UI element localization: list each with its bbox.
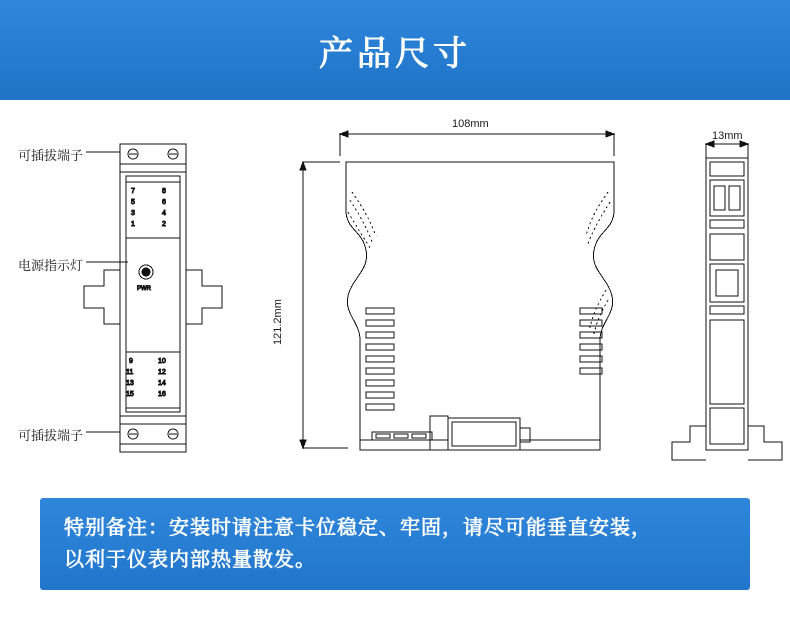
svg-text:16: 16: [158, 391, 166, 398]
note-line-1: 特别备注：安装时请注意卡位稳定、牢固，请尽可能垂直安装，: [64, 517, 652, 539]
drawing-svg: [0, 100, 790, 480]
dim-height-label: 121.2mm: [272, 299, 284, 345]
note-line-2: 以利于仪表内部热量散发。: [64, 549, 316, 571]
svg-text:PWR: PWR: [137, 286, 151, 292]
note-text: [64, 512, 736, 576]
svg-text:5: 5: [131, 199, 135, 206]
page-banner: [0, 0, 790, 100]
dim-depth-label: 13mm: [712, 130, 743, 142]
label-top-terminal: 可插拔端子: [18, 148, 84, 163]
label-bottom-terminal: 可插拔端子: [18, 428, 84, 443]
svg-text:14: 14: [158, 380, 166, 387]
label-power-led: 电源指示灯: [18, 258, 84, 273]
dim-width-label: 108mm: [452, 118, 489, 130]
svg-text:6: 6: [162, 199, 166, 206]
page-title: 产品尺寸: [319, 35, 471, 73]
svg-text:3: 3: [131, 210, 135, 217]
svg-text:4: 4: [162, 210, 166, 217]
svg-text:12: 12: [158, 369, 166, 376]
svg-text:7: 7: [131, 188, 135, 195]
svg-text:10: 10: [158, 358, 166, 365]
svg-text:11: 11: [126, 369, 134, 376]
dimension-drawing: [0, 100, 790, 480]
svg-text:9: 9: [129, 358, 133, 365]
svg-text:8: 8: [162, 188, 166, 195]
svg-text:2: 2: [162, 221, 166, 228]
svg-text:13: 13: [126, 380, 134, 387]
svg-text:15: 15: [126, 391, 134, 398]
svg-text:1: 1: [131, 221, 135, 228]
note-box: [40, 498, 750, 590]
